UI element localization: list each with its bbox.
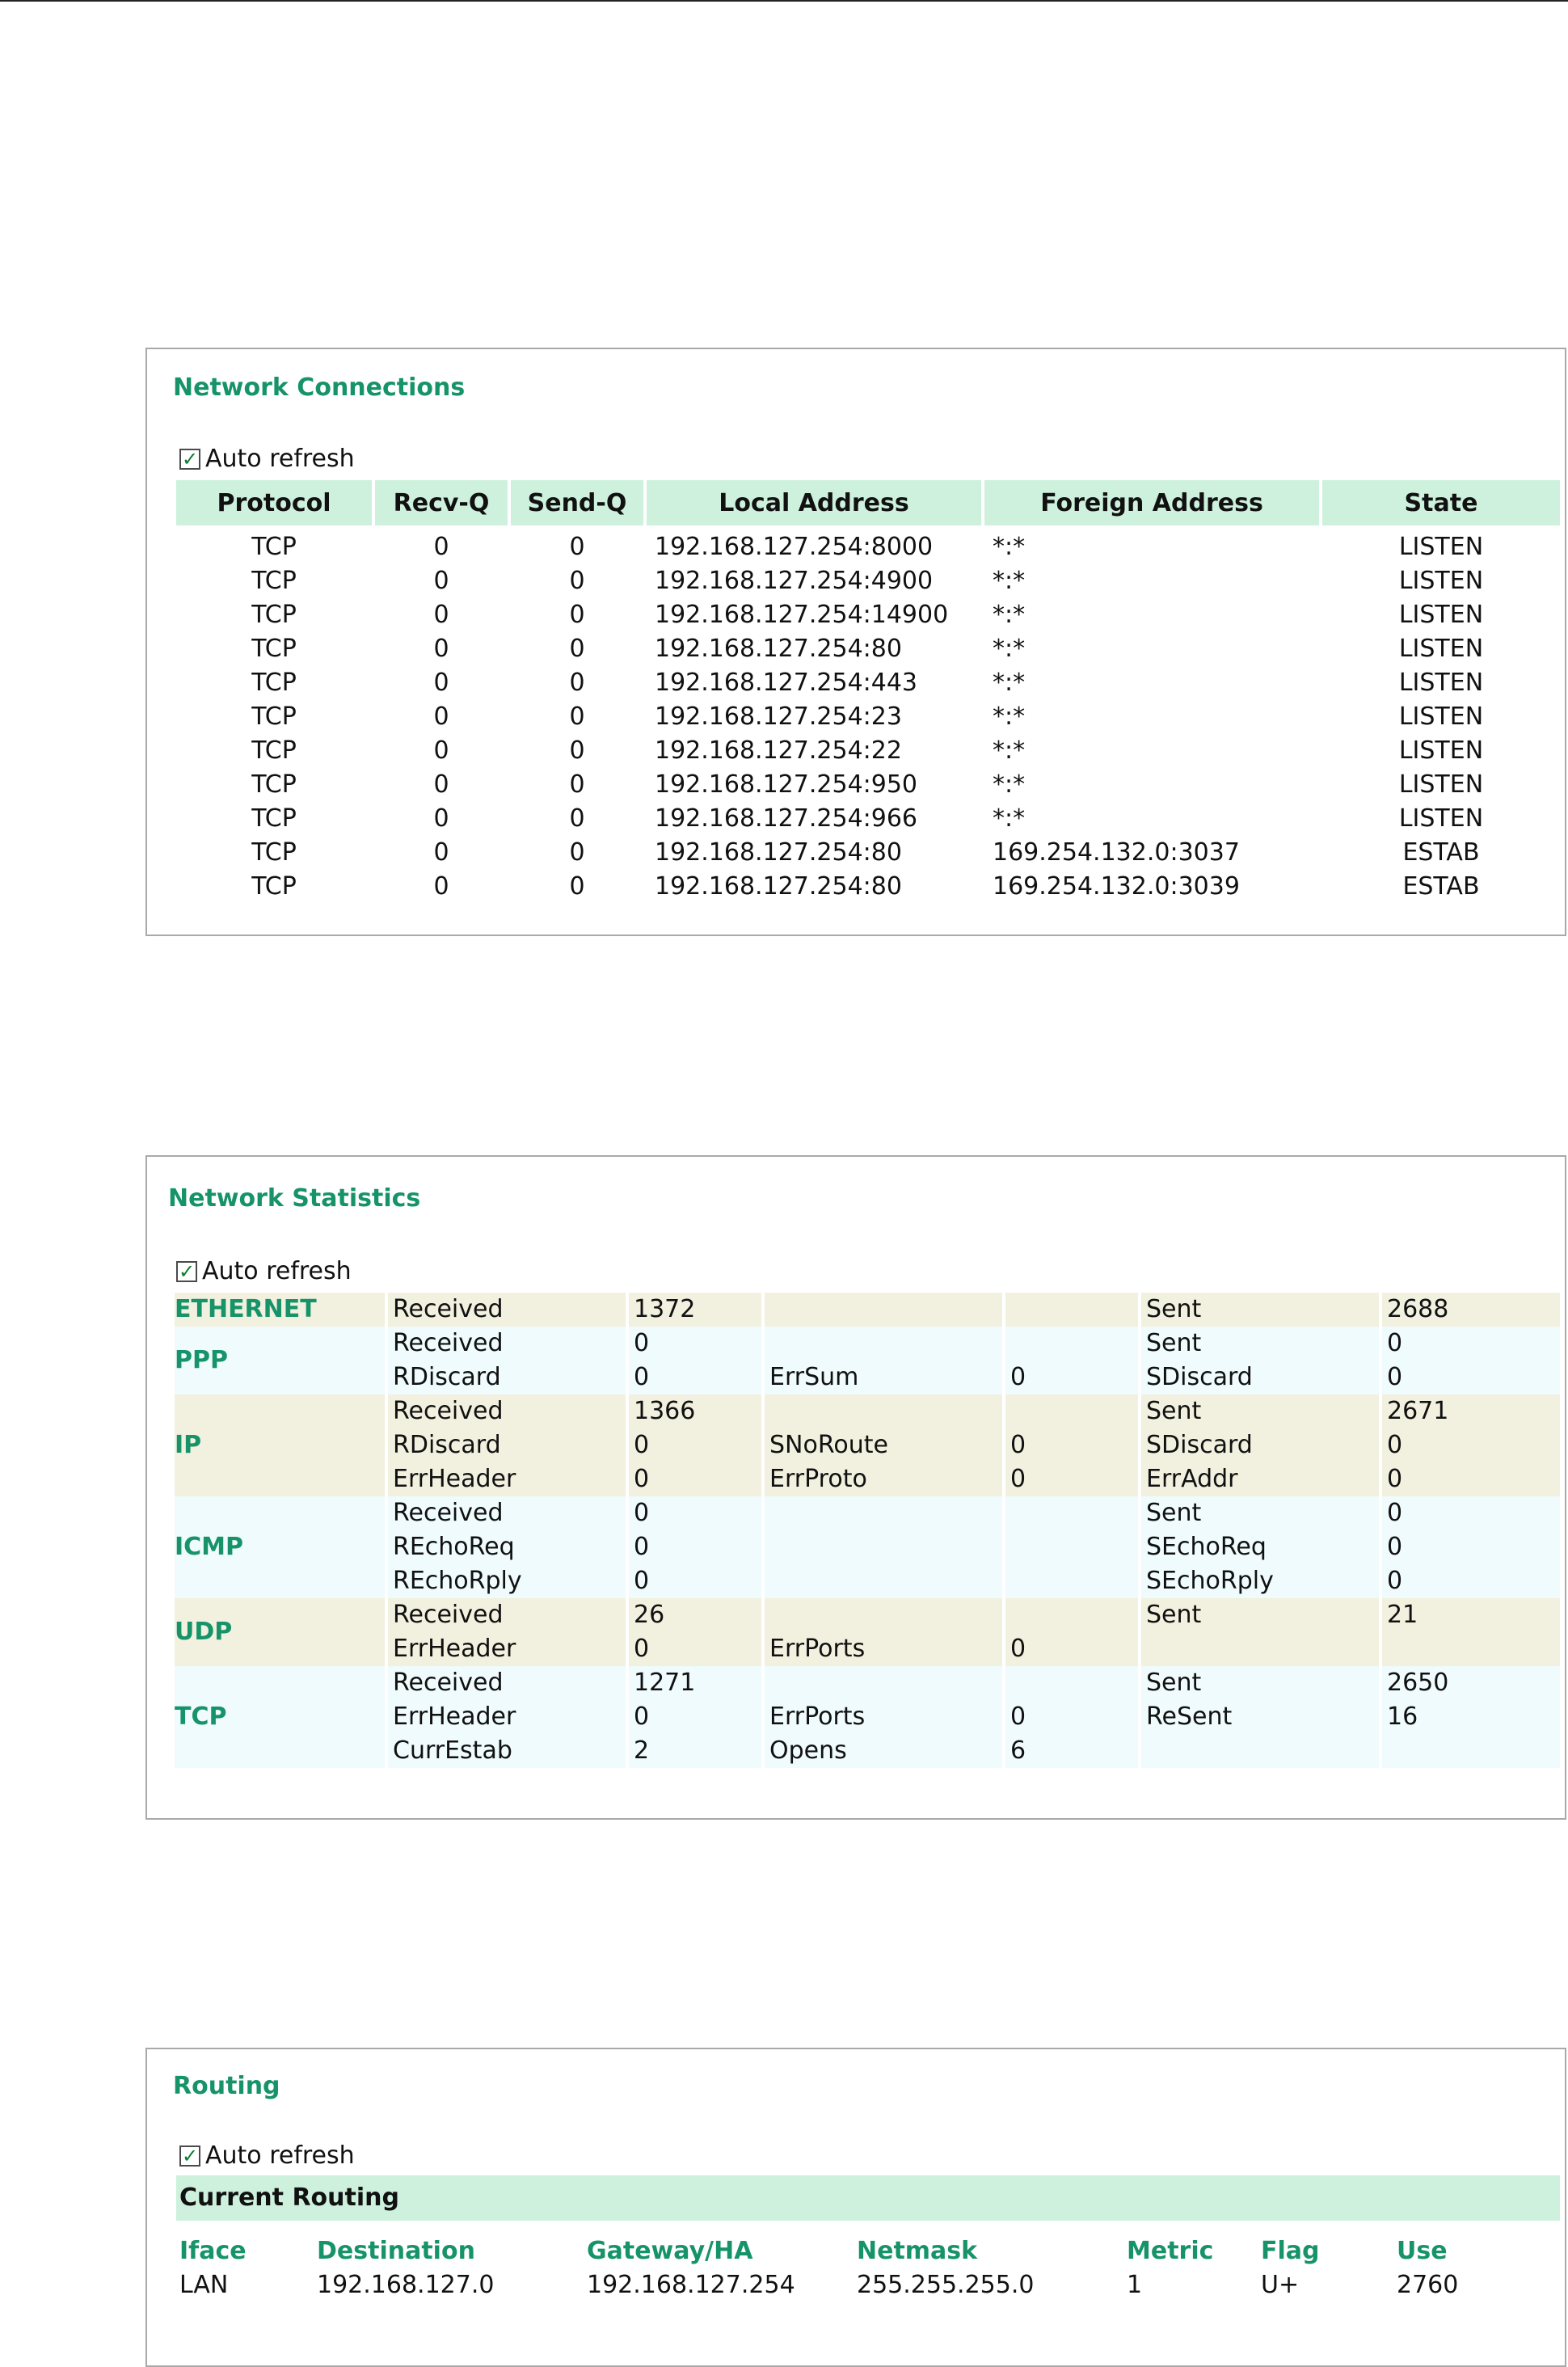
panel-title: Routing <box>173 2072 280 2100</box>
stat-row <box>147 1394 1568 1428</box>
stat-label: Received <box>388 1327 626 1361</box>
cell-foreign-address: *:* <box>993 601 1026 629</box>
cell-send-q: 0 <box>569 533 585 561</box>
cell-foreign-address: *:* <box>993 567 1026 595</box>
column-header-send-q[interactable]: Send-Q <box>511 480 643 525</box>
cell-state: LISTEN <box>1398 703 1484 731</box>
cell-recv-q: 0 <box>433 736 449 765</box>
stat-group-label: ICMP <box>175 1533 244 1561</box>
stat-group-cell <box>175 1394 385 1428</box>
stat-value <box>1005 1496 1138 1530</box>
routing-column-header: Use <box>1397 2237 1448 2265</box>
auto-refresh-control[interactable] <box>179 2141 355 2170</box>
table-row <box>147 700 1568 734</box>
cell-send-q: 0 <box>569 601 585 629</box>
cell-foreign-address: 169.254.132.0:3037 <box>993 838 1240 867</box>
cell-recv-q: 0 <box>433 804 449 833</box>
cell-send-q: 0 <box>569 838 585 867</box>
stat-label <box>765 1394 1002 1428</box>
cell-send-q: 0 <box>569 567 585 595</box>
cell-local-address: 192.168.127.254:4900 <box>655 567 934 595</box>
stat-label: SDiscard <box>1141 1361 1379 1394</box>
cell-state: LISTEN <box>1398 533 1484 561</box>
routing-column-header: Flag <box>1261 2237 1320 2265</box>
top-rule <box>0 0 1568 2</box>
stat-label: ErrSum <box>765 1361 1002 1394</box>
column-header-state[interactable]: State <box>1322 480 1560 525</box>
cell-protocol: TCP <box>251 669 297 697</box>
cell-local-address: 192.168.127.254:23 <box>655 703 902 731</box>
cell-state: ESTAB <box>1402 872 1480 901</box>
stat-value: 0 <box>629 1327 761 1361</box>
cell-local-address: 192.168.127.254:14900 <box>655 601 949 629</box>
stat-value: 0 <box>629 1496 761 1530</box>
cell-state: LISTEN <box>1398 635 1484 663</box>
stat-value: 0 <box>1382 1327 1560 1361</box>
column-header-protocol[interactable]: Protocol <box>176 480 372 525</box>
stat-label: ErrProto <box>765 1462 1002 1496</box>
stat-label: Received <box>388 1394 626 1428</box>
stat-value: 0 <box>1005 1428 1138 1462</box>
stat-value: 0 <box>629 1428 761 1462</box>
stat-label: SNoRoute <box>765 1428 1002 1462</box>
table-row <box>147 666 1568 700</box>
stat-row <box>147 1293 1568 1327</box>
routing-cell: 1 <box>1127 2271 1143 2299</box>
stat-label <box>1141 1632 1379 1666</box>
stat-value <box>1005 1327 1138 1361</box>
stat-value: 2671 <box>1382 1394 1560 1428</box>
cell-state: LISTEN <box>1398 567 1484 595</box>
cell-protocol: TCP <box>251 838 297 867</box>
stat-row <box>147 1632 1568 1666</box>
network-connections-panel <box>145 348 1566 936</box>
stat-value: 0 <box>629 1632 761 1666</box>
stat-value: 16 <box>1382 1700 1560 1734</box>
cell-send-q: 0 <box>569 635 585 663</box>
cell-foreign-address: *:* <box>993 669 1026 697</box>
cell-foreign-address: 169.254.132.0:3039 <box>993 872 1240 901</box>
stat-value: 0 <box>629 1530 761 1564</box>
routing-cell: 255.255.255.0 <box>857 2271 1035 2299</box>
stat-group-cell <box>175 1564 385 1598</box>
cell-state: LISTEN <box>1398 669 1484 697</box>
cell-recv-q: 0 <box>433 533 449 561</box>
cell-recv-q: 0 <box>433 601 449 629</box>
cell-send-q: 0 <box>569 736 585 765</box>
table-row <box>147 632 1568 666</box>
cell-protocol: TCP <box>251 635 297 663</box>
stat-label: Sent <box>1141 1666 1379 1700</box>
stat-value <box>1005 1666 1138 1700</box>
stat-value: 0 <box>1382 1496 1560 1530</box>
table-row <box>147 530 1568 564</box>
stat-value: 6 <box>1005 1734 1138 1768</box>
stat-value: 2688 <box>1382 1293 1560 1327</box>
auto-refresh-label: Auto refresh <box>205 2141 355 2170</box>
cell-foreign-address: *:* <box>993 635 1026 663</box>
cell-foreign-address: *:* <box>993 533 1026 561</box>
cell-local-address: 192.168.127.254:22 <box>655 736 902 765</box>
cell-protocol: TCP <box>251 567 297 595</box>
column-header-recv-q[interactable]: Recv-Q <box>375 480 508 525</box>
stat-value: 2650 <box>1382 1666 1560 1700</box>
stat-row <box>147 1496 1568 1530</box>
stat-value: 26 <box>629 1598 761 1632</box>
stat-value <box>1382 1734 1560 1768</box>
cell-recv-q: 0 <box>433 669 449 697</box>
table-row <box>147 870 1568 904</box>
cell-protocol: TCP <box>251 872 297 901</box>
stat-label: Sent <box>1141 1394 1379 1428</box>
routing-cell: U+ <box>1261 2271 1300 2299</box>
checkbox-checked-icon[interactable]: ✓ <box>179 2145 200 2167</box>
cell-foreign-address: *:* <box>993 703 1026 731</box>
cell-recv-q: 0 <box>433 838 449 867</box>
stat-label: REchoReq <box>388 1530 626 1564</box>
stat-value <box>1382 1632 1560 1666</box>
table-header <box>176 480 1560 525</box>
routing-cell: LAN <box>179 2271 229 2299</box>
stat-label <box>765 1293 1002 1327</box>
stat-group-cell <box>175 1734 385 1768</box>
stat-label: Sent <box>1141 1598 1379 1632</box>
auto-refresh-control[interactable] <box>179 445 355 473</box>
cell-protocol: TCP <box>251 703 297 731</box>
stat-value: 0 <box>1382 1361 1560 1394</box>
routing-column-header: Metric <box>1127 2237 1214 2265</box>
stat-row <box>147 1564 1568 1598</box>
stat-label: Sent <box>1141 1496 1379 1530</box>
stat-group-label: PPP <box>175 1346 228 1374</box>
cell-foreign-address: *:* <box>993 804 1026 833</box>
stat-label: ReSent <box>1141 1700 1379 1734</box>
table-row <box>147 768 1568 802</box>
cell-recv-q: 0 <box>433 703 449 731</box>
cell-send-q: 0 <box>569 669 585 697</box>
stat-label: Opens <box>765 1734 1002 1768</box>
cell-state: ESTAB <box>1402 838 1480 867</box>
cell-state: LISTEN <box>1398 804 1484 833</box>
stat-value: 0 <box>1382 1428 1560 1462</box>
stat-label: Received <box>388 1666 626 1700</box>
stat-group-label: ETHERNET <box>175 1295 317 1323</box>
stat-row <box>147 1666 1568 1700</box>
cell-recv-q: 0 <box>433 770 449 799</box>
stat-label: REchoRply <box>388 1564 626 1598</box>
stat-label: RDiscard <box>388 1361 626 1394</box>
stat-value <box>1005 1293 1138 1327</box>
table-row <box>147 598 1568 632</box>
stat-value: 0 <box>1382 1530 1560 1564</box>
stat-row <box>147 1700 1568 1734</box>
stat-value <box>1005 1598 1138 1632</box>
stat-label: ErrHeader <box>388 1462 626 1496</box>
routing-panel <box>145 2048 1566 2367</box>
routing-column-header: Iface <box>179 2237 247 2265</box>
stat-value: 0 <box>629 1700 761 1734</box>
cell-protocol: TCP <box>251 736 297 765</box>
checkbox-checked-icon[interactable]: ✓ <box>179 449 200 470</box>
stat-row <box>147 1361 1568 1394</box>
cell-local-address: 192.168.127.254:443 <box>655 669 918 697</box>
stat-label: ErrPorts <box>765 1700 1002 1734</box>
stat-label: SEchoRply <box>1141 1564 1379 1598</box>
stat-group-cell <box>175 1666 385 1700</box>
stat-label: Received <box>388 1496 626 1530</box>
stat-label: ErrHeader <box>388 1700 626 1734</box>
stat-group-label: IP <box>175 1431 202 1459</box>
cell-state: LISTEN <box>1398 770 1484 799</box>
network-statistics-panel <box>145 1155 1566 1820</box>
stat-label <box>765 1598 1002 1632</box>
stat-value: 0 <box>1382 1462 1560 1496</box>
panel-title: Network Connections <box>173 373 466 402</box>
stat-label: ErrAddr <box>1141 1462 1379 1496</box>
current-routing-header: Current Routing <box>176 2175 1560 2221</box>
stat-value <box>1005 1564 1138 1598</box>
cell-recv-q: 0 <box>433 872 449 901</box>
routing-column-header: Destination <box>317 2237 475 2265</box>
stat-row <box>147 1734 1568 1768</box>
routing-column-header: Netmask <box>857 2237 978 2265</box>
stat-group-cell <box>175 1428 385 1462</box>
cell-recv-q: 0 <box>433 567 449 595</box>
routing-cell: 2760 <box>1397 2271 1459 2299</box>
cell-recv-q: 0 <box>433 635 449 663</box>
stat-value: 2 <box>629 1734 761 1768</box>
cell-send-q: 0 <box>569 804 585 833</box>
stat-row <box>147 1530 1568 1564</box>
stat-label: Sent <box>1141 1327 1379 1361</box>
cell-send-q: 0 <box>569 770 585 799</box>
cell-send-q: 0 <box>569 703 585 731</box>
auto-refresh-label: Auto refresh <box>205 445 355 473</box>
stat-label <box>765 1327 1002 1361</box>
panel-title: Network Statistics <box>168 1184 421 1213</box>
table-row <box>147 734 1568 768</box>
stat-label: SEchoReq <box>1141 1530 1379 1564</box>
cell-local-address: 192.168.127.254:966 <box>655 804 918 833</box>
stat-value: 1366 <box>629 1394 761 1428</box>
cell-local-address: 192.168.127.254:80 <box>655 872 902 901</box>
stat-label: ErrPorts <box>765 1632 1002 1666</box>
stat-label <box>765 1564 1002 1598</box>
stat-label: SDiscard <box>1141 1428 1379 1462</box>
cell-send-q: 0 <box>569 872 585 901</box>
stat-label: Received <box>388 1598 626 1632</box>
cell-state: LISTEN <box>1398 601 1484 629</box>
stat-value: 1372 <box>629 1293 761 1327</box>
auto-refresh-label: Auto refresh <box>202 1257 352 1285</box>
routing-cell: 192.168.127.254 <box>587 2271 795 2299</box>
stat-label <box>765 1666 1002 1700</box>
cell-protocol: TCP <box>251 601 297 629</box>
stat-group-label: UDP <box>175 1618 233 1646</box>
stat-value: 0 <box>1005 1462 1138 1496</box>
stat-group-label: TCP <box>175 1702 227 1731</box>
stat-value: 0 <box>1005 1361 1138 1394</box>
stat-label <box>765 1530 1002 1564</box>
cell-protocol: TCP <box>251 770 297 799</box>
stat-value: 0 <box>1382 1564 1560 1598</box>
column-header-foreign-address[interactable]: Foreign Address <box>984 480 1319 525</box>
stat-value: 0 <box>1005 1700 1138 1734</box>
stat-value: 0 <box>629 1564 761 1598</box>
stat-label: ErrHeader <box>388 1632 626 1666</box>
stat-value: 0 <box>1005 1632 1138 1666</box>
table-row <box>147 802 1568 836</box>
stat-row <box>147 1428 1568 1462</box>
stat-label: Received <box>388 1293 626 1327</box>
stat-row <box>147 1598 1568 1632</box>
stat-value: 21 <box>1382 1598 1560 1632</box>
auto-refresh-control[interactable] <box>176 1257 352 1285</box>
stat-value: 1271 <box>629 1666 761 1700</box>
stat-value: 0 <box>629 1462 761 1496</box>
cell-foreign-address: *:* <box>993 770 1026 799</box>
column-header-local-address[interactable]: Local Address <box>647 480 981 525</box>
cell-protocol: TCP <box>251 804 297 833</box>
routing-column-header: Gateway/HA <box>587 2237 753 2265</box>
cell-protocol: TCP <box>251 533 297 561</box>
checkbox-checked-icon[interactable]: ✓ <box>176 1261 197 1282</box>
routing-cell: 192.168.127.0 <box>317 2271 495 2299</box>
stat-label: Sent <box>1141 1293 1379 1327</box>
table-row <box>147 564 1568 598</box>
stat-value: 0 <box>629 1361 761 1394</box>
stat-label <box>765 1496 1002 1530</box>
cell-local-address: 192.168.127.254:80 <box>655 838 902 867</box>
cell-local-address: 192.168.127.254:950 <box>655 770 918 799</box>
stat-row <box>147 1462 1568 1496</box>
stat-label <box>1141 1734 1379 1768</box>
stat-value <box>1005 1530 1138 1564</box>
stat-row <box>147 1327 1568 1361</box>
cell-local-address: 192.168.127.254:8000 <box>655 533 934 561</box>
cell-state: LISTEN <box>1398 736 1484 765</box>
stat-group-cell <box>175 1496 385 1530</box>
stat-value <box>1005 1394 1138 1428</box>
cell-foreign-address: *:* <box>993 736 1026 765</box>
stat-group-cell <box>175 1462 385 1496</box>
cell-local-address: 192.168.127.254:80 <box>655 635 902 663</box>
stat-label: CurrEstab <box>388 1734 626 1768</box>
table-row <box>147 836 1568 870</box>
stat-label: RDiscard <box>388 1428 626 1462</box>
